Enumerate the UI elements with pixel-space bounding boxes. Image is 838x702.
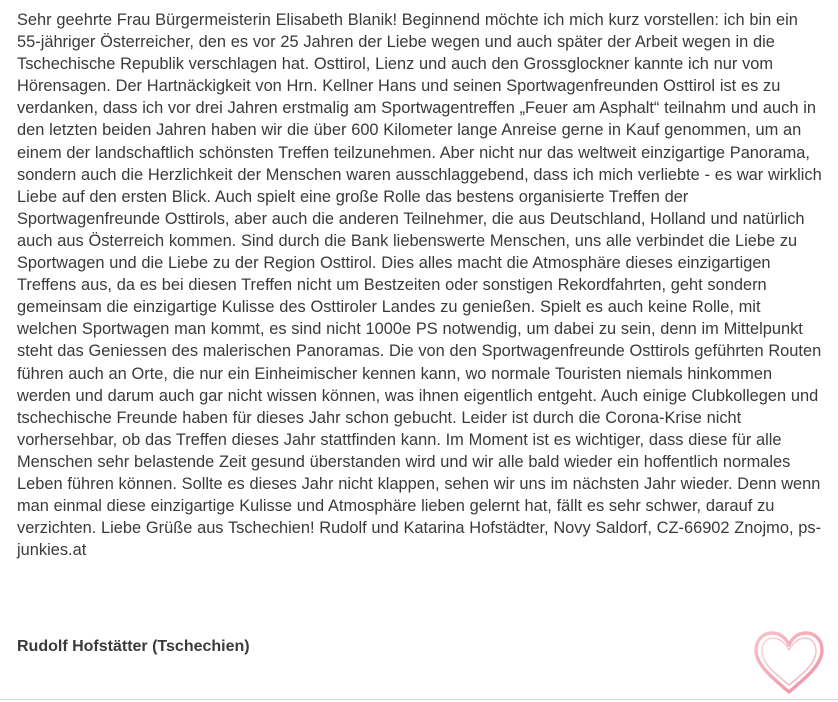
letter-container — [17, 9, 823, 655]
letter-body-text: Sehr geehrte Frau Bürgermeisterin Elisabeth Blanik! Beginnend möchte ich mich kurz vorstellen: ich bin ein 55-jähriger Österreicher, den es vor 25 Jahren der Liebe wegen und auch später der Arbeit wegen in die Tschechische Republik verschlagen hat. Osttirol, Lienz und auch den Grossglockner kannte ich nur vom Hörensagen. Der Hartnäckigkeit von Hrn. Kellner Hans und seinen Sportwagenfreunden Osttirol ist es zu verdanken, dass ich vor drei Jahren erstmalig am Sportwagentreffen „Feuer am Asphalt“ teilnahm und auch in den letzten beiden Jahren haben wir die über 600 Kilometer lange Anreise gerne in Kauf genommen, um an einem der landschaftlich schönsten Treffen teilzunehmen. Aber nicht nur das weltweit einzigartige Panorama, sondern auch die Herzlichkeit der Menschen waren ausschlaggebend, dass ich mich verliebte - es war wirklich Liebe auf den ersten Blick. Auch spielt eine große Rolle das bestens organisierte Treffen der Sportwagenfreunde Osttirols, aber auch die anderen Teilnehmer, die aus Deutschland, Holland und natürlich auch aus Österreich kommen. Sind durch die Bank liebenswerte Menschen, uns alle verbindet die Liebe zu Sportwagen und die Liebe zu der Region Osttirol. Dies alles macht die Atmosphäre dieses einzigartigen Treffens aus, da es bei diesen Treffen nicht um Bestzeiten oder sonstigen Rekordfahrten, geht sondern gemeinsam die einzigartige Kulisse des Osttiroler Landes zu genießen. Spielt es auch keine Rolle, mit welchen Sportwagen man kommt, es sind nicht 1000e PS notwendig, um dabei zu sein, denn im Mittelpunkt steht das Geniessen des malerischen Panoramas. Die von den Sportwagenfreunde Osttirols geführten Routen führen auch an Orte, die nur ein Einheimischer kennen kann, wo normale Touristen niemals hinkommen werden und darum auch gar nicht wissen können, was ihnen eigentlich entgeht. Auch einige Clubkollegen und tschechische Freunde haben für dieses Jahr schon gebucht. Leider ist durch die Corona-Krise nicht vorhersehbar, ob das Treffen dieses Jahr stattfinden kann. Im Moment ist es wichtiger, dass diese für alle Menschen sehr belastende Zeit gesund überstanden wird und wir alle bald wieder ein hoffentlich normales Leben führen können. Sollte es dieses Jahr nicht klappen, sehen wir uns im nächsten Jahr wieder. Denn wenn man einmal diese einzigartige Kulisse und Atmosphäre lieben gelernt hat, fällt es sehr schwer, darauf zu verzichten. Liebe Grüße aus Tschechien! Rudolf und Katarina Hofstädter, Novy Saldorf, CZ-66902 Znojmo, ps-junkies.at — [17, 11, 822, 560]
bottom-divider — [0, 699, 838, 700]
letter-signature: Rudolf Hofstätter (Tschechien) — [17, 638, 250, 655]
heart-icon — [750, 628, 828, 696]
